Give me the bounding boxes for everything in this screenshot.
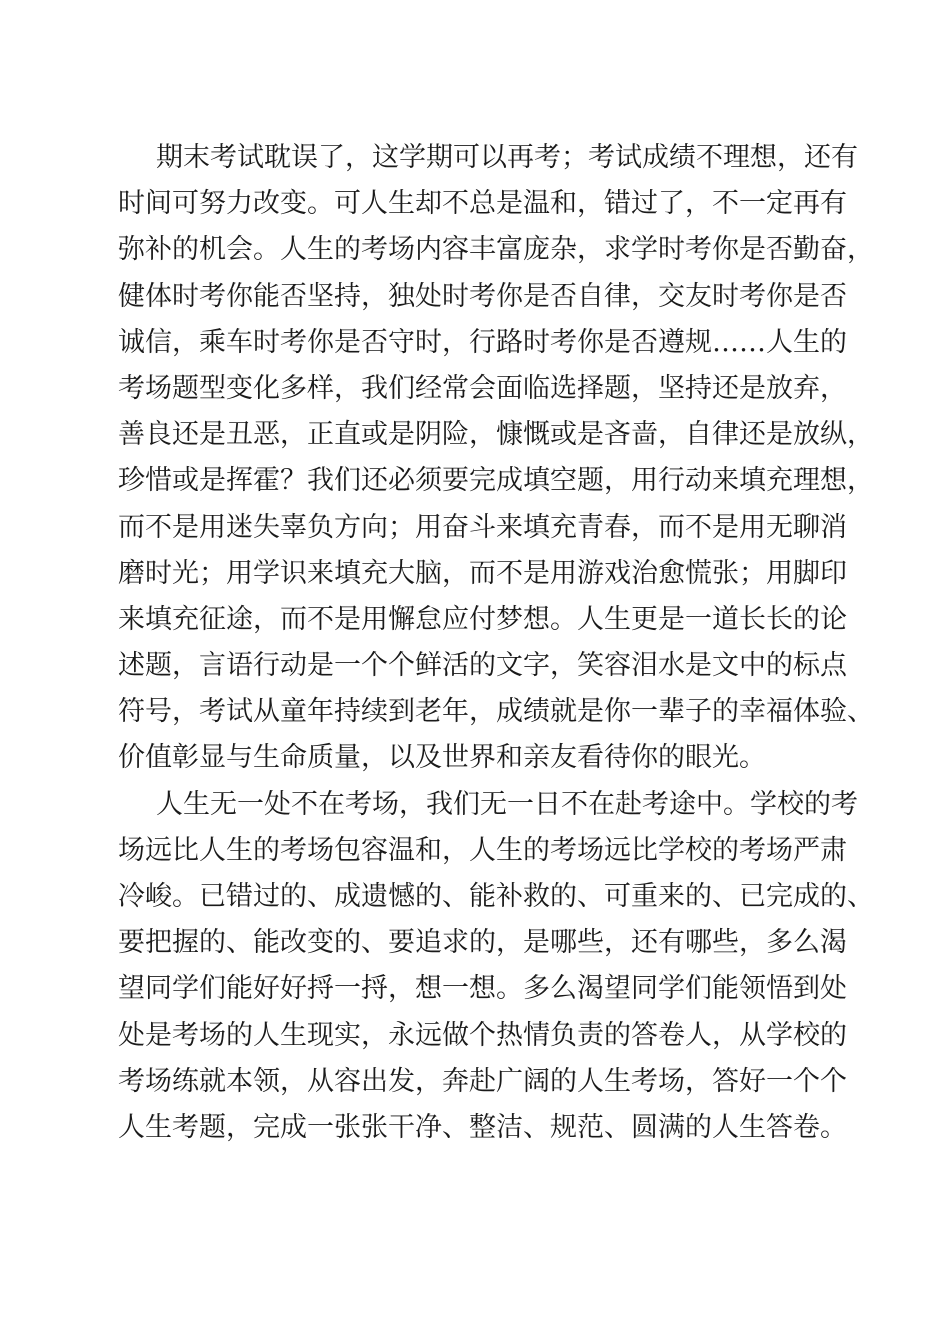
text-line: 人生考题，完成一张张干净、整洁、规范、圆满的人生答卷。 [118,1111,847,1143]
text-line: 来填充征途，而不是用懈怠应付梦想。人生更是一道长长的论 [118,603,847,635]
text-line: 健体时考你能否坚持，独处时考你是否自律，交友时考你是否 [118,280,847,312]
text-line: 望同学们能好好捋一捋，想一想。多么渴望同学们能领悟到处 [118,973,847,1005]
text-line: 珍惜或是挥霍？我们还必须要完成填空题，用行动来填充理想， [118,465,874,497]
text-line: 人生无一处不在考场，我们无一日不在赴考途中。学校的考 [156,788,858,820]
paragraph-1 [118,135,874,782]
text-line: 要把握的、能改变的、要追求的，是哪些，还有哪些，多么渴 [118,927,847,959]
text-line: 考场练就本领，从容出发，奔赴广阔的人生考场，答好一个个 [118,1065,847,1097]
text-line: 期末考试耽误了，这学期可以再考；考试成绩不理想，还有 [156,142,858,173]
text-line: 诚信，乘车时考你是否守时，行路时考你是否遵规……人生的 [118,326,847,358]
text-line: 考场题型变化多样，我们经常会面临选择题，坚持还是放弃， [118,372,847,404]
text-line: 冷峻。已错过的、成遗憾的、能补救的、可重来的、已完成的、 [118,881,874,912]
paragraph-2 [118,782,874,1152]
text-line: 时间可努力改变。可人生却不总是温和，错过了，不一定再有 [118,188,847,220]
text-line: 价值彰显与生命质量，以及世界和亲友看待你的眼光。 [118,742,766,774]
text-line: 述题，言语行动是一个个鲜活的文字，笑容泪水是文中的标点 [118,650,847,682]
text-line: 而不是用迷失辜负方向；用奋斗来填充青春，而不是用无聊消 [118,511,847,543]
text-line: 善良还是丑恶，正直或是阴险，慷慨或是吝啬，自律还是放纵， [118,419,874,451]
text-line: 弥补的机会。人生的考场内容丰富庞杂，求学时考你是否勤奋， [118,234,874,266]
text-line: 场远比人生的考场包容温和，人生的考场远比学校的考场严肃 [118,834,847,866]
text-line: 磨时光；用学识来填充大脑，而不是用游戏治愈慌张；用脚印 [118,557,847,589]
text-line: 处是考场的人生现实，永远做个热情负责的答卷人，从学校的 [118,1019,847,1051]
text-line: 符号，考试从童年持续到老年，成绩就是你一辈子的幸福体验、 [118,696,874,728]
body-text [118,135,874,1151]
